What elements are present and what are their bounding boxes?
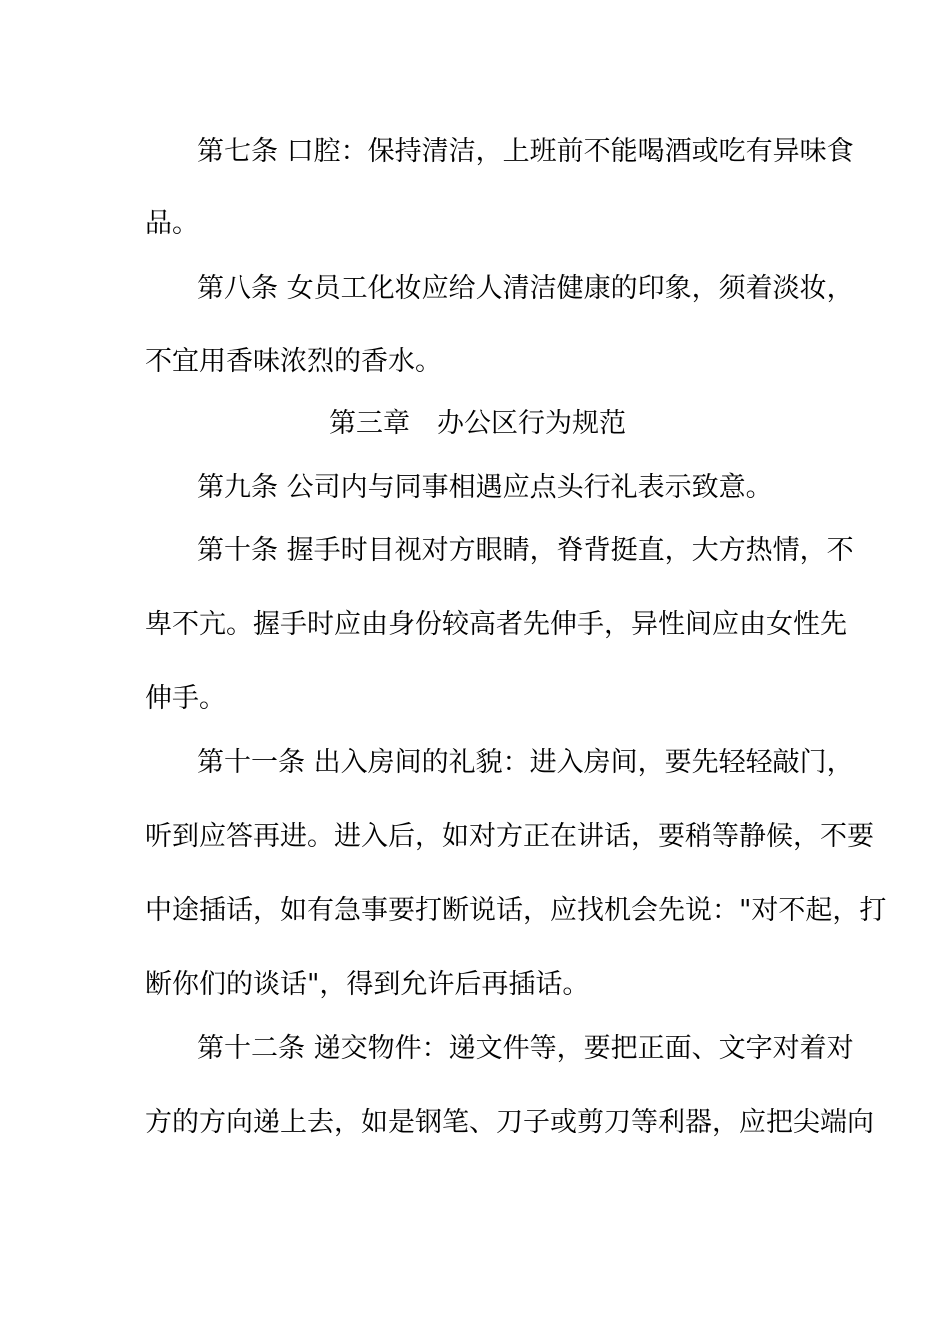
- article-7-line-2: 品。: [145, 208, 199, 239]
- article-7-line-1: 第七条 口腔：保持清洁，上班前不能喝酒或吃有异味食: [197, 136, 854, 167]
- article-11-line-4: 断你们的谈话"，得到允许后再插话。: [145, 969, 590, 1000]
- article-10-line-1: 第十条 握手时目视对方眼睛，脊背挺直，大方热情，不: [197, 535, 854, 566]
- article-11-line-2: 听到应答再进。进入后，如对方正在讲话，要稍等静候，不要: [145, 821, 874, 852]
- article-10-line-2: 卑不亢。握手时应由身份较高者先伸手，异性间应由女性先: [145, 609, 847, 640]
- article-8-line-2: 不宜用香味浓烈的香水。: [145, 346, 442, 377]
- article-9-line-1: 第九条 公司内与同事相遇应点头行礼表示致意。: [197, 472, 773, 503]
- article-11-line-1: 第十一条 出入房间的礼貌：进入房间，要先轻轻敲门，: [197, 747, 854, 778]
- article-12-line-2: 方的方向递上去，如是钢笔、刀子或剪刀等利器，应把尖端向: [145, 1107, 874, 1138]
- article-11-line-3: 中途插话，如有急事要打断说话，应找机会先说："对不起，打: [145, 895, 887, 926]
- article-8-line-1: 第八条 女员工化妆应给人清洁健康的印象，须着淡妆，: [197, 273, 854, 304]
- article-12-line-1: 第十二条 递交物件：递文件等，要把正面、文字对着对: [197, 1033, 854, 1064]
- chapter-3-heading: 第三章 办公区行为规范: [329, 408, 626, 439]
- article-10-line-3: 伸手。: [145, 683, 226, 714]
